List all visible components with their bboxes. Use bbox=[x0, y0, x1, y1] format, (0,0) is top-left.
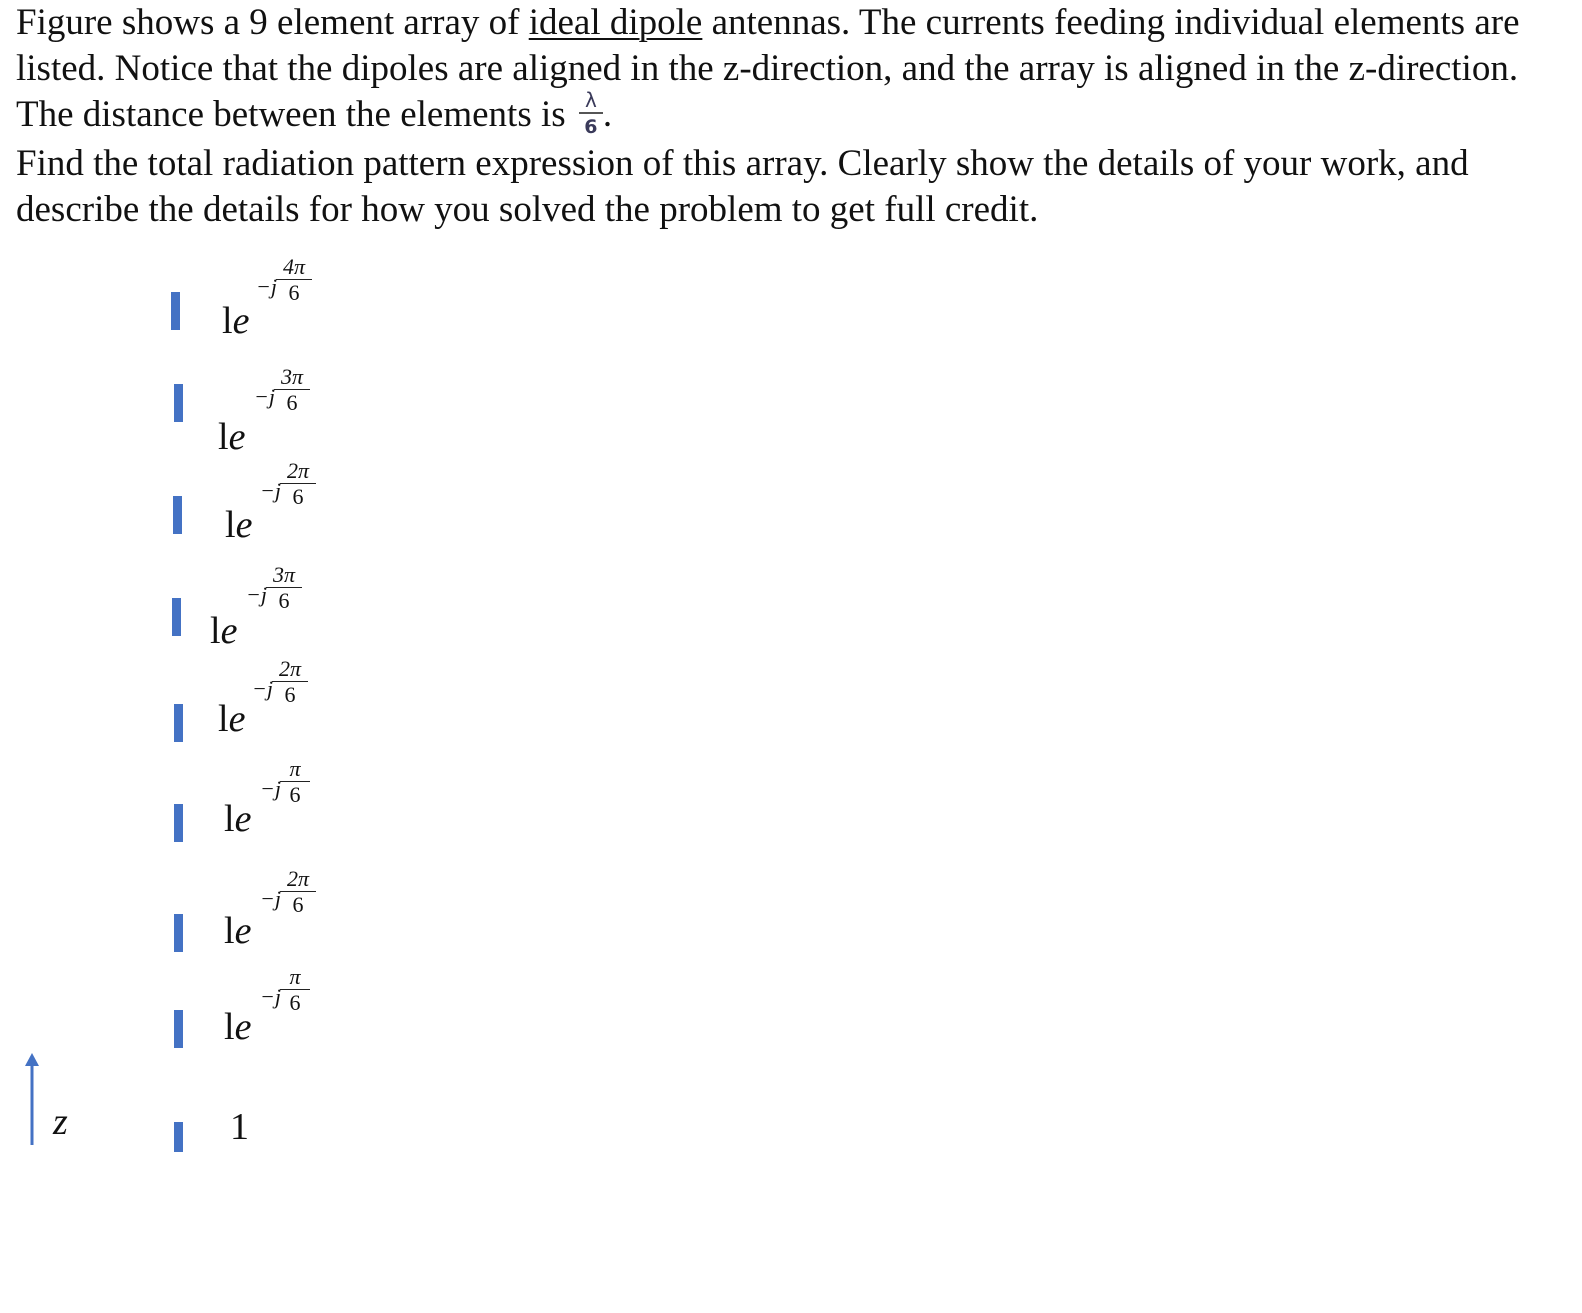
exponent-fraction bbox=[274, 366, 310, 414]
dipole-icon bbox=[174, 384, 183, 422]
exponent-numerator: 3π bbox=[274, 366, 310, 390]
exponent-denominator: 6 bbox=[286, 390, 298, 415]
exponent-denominator: 6 bbox=[289, 782, 301, 807]
dipole-icon bbox=[172, 598, 181, 636]
element-coefficient: le bbox=[210, 610, 238, 652]
array-element-8 bbox=[170, 958, 370, 1048]
dipole-icon bbox=[174, 1010, 183, 1048]
element-coefficient: le bbox=[224, 798, 252, 840]
exponent-denominator: 6 bbox=[292, 892, 304, 917]
up-arrow-icon bbox=[22, 1053, 42, 1145]
exponent-fraction bbox=[280, 966, 310, 1014]
spacing-denominator: 6 bbox=[584, 116, 598, 139]
problem-statement bbox=[16, 0, 1571, 233]
exponent-numerator: 2π bbox=[280, 460, 316, 484]
element-coefficient: le bbox=[222, 300, 250, 342]
problem-text-end: . bbox=[602, 94, 613, 135]
array-element-9 bbox=[170, 1062, 370, 1152]
exponent-denominator: 6 bbox=[278, 588, 290, 613]
array-element-2 bbox=[170, 358, 370, 458]
dipole-icon bbox=[174, 804, 183, 842]
dipole-icon bbox=[174, 704, 183, 742]
spacing-numerator: λ bbox=[579, 90, 603, 114]
element-coefficient: le bbox=[218, 416, 246, 458]
exponent-prefix: −j bbox=[260, 776, 281, 801]
exponent-numerator: 2π bbox=[280, 868, 316, 892]
euler-e: e bbox=[234, 910, 252, 952]
element-coefficient: le bbox=[225, 504, 253, 546]
exponent-fraction bbox=[266, 564, 302, 612]
euler-e: e bbox=[232, 300, 250, 342]
exponent-prefix: −j bbox=[260, 886, 281, 911]
exponent-numerator: 4π bbox=[276, 256, 312, 280]
exponent-fraction bbox=[280, 868, 316, 916]
exponent-fraction bbox=[276, 256, 312, 304]
exponent-prefix: −j bbox=[260, 984, 281, 1009]
dipole-icon bbox=[173, 496, 182, 534]
exponent-denominator: 6 bbox=[284, 682, 296, 707]
exponent-denominator: 6 bbox=[292, 484, 304, 509]
array-element-1 bbox=[170, 250, 370, 340]
exponent-numerator: 3π bbox=[266, 564, 302, 588]
euler-e: e bbox=[235, 504, 253, 546]
problem-paragraph-1 bbox=[16, 0, 1571, 141]
problem-paragraph-2: Find the total radiation pattern expression of this array. Clearly show the details of your work, and describe the details for how you solved the problem to get full credit. bbox=[16, 143, 1469, 231]
exponent-denominator: 6 bbox=[289, 990, 301, 1015]
array-element-3 bbox=[170, 454, 370, 544]
exponent-fraction bbox=[272, 658, 308, 706]
array-element-6 bbox=[170, 752, 370, 842]
exponent-numerator: π bbox=[280, 966, 310, 990]
exponent-prefix: −j bbox=[252, 676, 273, 701]
element-coefficient: le bbox=[224, 1006, 252, 1048]
dipole-icon bbox=[174, 1122, 183, 1152]
exponent-prefix: −j bbox=[254, 384, 275, 409]
euler-e: e bbox=[228, 416, 246, 458]
array-element-4 bbox=[170, 556, 370, 652]
problem-text-start: Figure shows a 9 element array of bbox=[16, 2, 529, 43]
exponent-denominator: 6 bbox=[288, 280, 300, 305]
exponent-prefix: −j bbox=[256, 274, 277, 299]
exponent-numerator: 2π bbox=[272, 658, 308, 682]
euler-e: e bbox=[220, 610, 238, 652]
element-coefficient: 1 bbox=[230, 1106, 249, 1148]
exponent-prefix: −j bbox=[260, 478, 281, 503]
dipole-icon bbox=[171, 292, 180, 330]
problem-text-middle: antennas. The currents feeding individual elements are listed. Notice that the dipoles are aligned in the z-direction, and the array is aligned in the z-direction. The distance between the elements is bbox=[16, 2, 1520, 135]
exponent-numerator: π bbox=[280, 758, 310, 782]
spacing-fraction bbox=[579, 90, 603, 137]
ideal-dipole-link[interactable]: ideal dipole bbox=[528, 2, 703, 43]
exponent-fraction bbox=[280, 758, 310, 806]
z-axis-label: z bbox=[53, 1101, 68, 1143]
array-element-5 bbox=[170, 652, 370, 742]
euler-e: e bbox=[234, 798, 252, 840]
array-element-7 bbox=[170, 862, 370, 952]
exponent-prefix: −j bbox=[246, 582, 267, 607]
exponent-fraction bbox=[280, 460, 316, 508]
element-coefficient: le bbox=[218, 698, 246, 740]
euler-e: e bbox=[234, 1006, 252, 1048]
dipole-icon bbox=[174, 914, 183, 952]
euler-e: e bbox=[228, 698, 246, 740]
element-coefficient: le bbox=[224, 910, 252, 952]
